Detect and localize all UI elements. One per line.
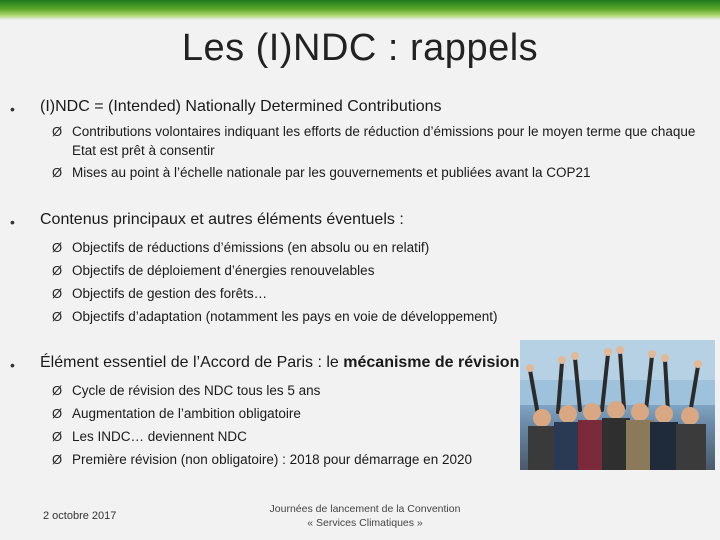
arrow-bullet-icon: Ø: [52, 124, 63, 139]
sub-list: [0, 236, 720, 328]
bullet-text-plain: Contenus principaux et autres éléments éventuels :: [40, 211, 404, 228]
sub-item-text: Première révision (non obligatoire) : 2018 pour démarrage en 2020: [72, 452, 472, 467]
sub-item: [0, 305, 720, 328]
sub-item-text: Objectifs de déploiement d’énergies renouvelables: [72, 263, 375, 278]
arrow-bullet-icon: Ø: [52, 309, 63, 324]
arrow-bullet-icon: Ø: [52, 383, 63, 398]
sub-item: [0, 122, 720, 160]
sub-list: [0, 122, 720, 182]
bullet-section-1: [0, 98, 720, 182]
sub-item-text: Objectifs de réductions d’émissions (en absolu ou en relatif): [72, 240, 430, 255]
sub-item-text: Augmentation de l’ambition obligatoire: [72, 406, 301, 421]
bullet-text: [40, 354, 519, 372]
bullet-text-plain: (I)NDC = (Intended) Nationally Determined Contributions: [40, 98, 442, 115]
sub-item-text: Contributions volontaires indiquant les efforts de réduction d’émissions pour le moyen terme que chaque Etat est prêt à consentir: [72, 124, 696, 158]
bullet-text: [40, 98, 442, 116]
bullet-row: [0, 98, 720, 122]
bullet-dot-icon: •: [10, 357, 15, 373]
bullet-dot-icon: •: [10, 101, 15, 117]
cop21-celebration-photo: [520, 340, 715, 470]
arrow-bullet-icon: Ø: [52, 165, 63, 180]
sub-item-text: Les INDC… deviennent NDC: [72, 429, 247, 444]
footer-date: 2 octobre 2017: [43, 510, 117, 522]
bullet-text-plain: Élément essentiel de l’Accord de Paris : le: [40, 354, 344, 371]
sub-item-text: Objectifs d’adaptation (notamment les pays en voie de développement): [72, 309, 498, 324]
bullet-dot-icon: •: [10, 214, 15, 230]
bullet-row: [0, 211, 720, 235]
sub-item: [0, 282, 720, 305]
bullet-section-2: [0, 211, 720, 328]
arrow-bullet-icon: Ø: [52, 263, 63, 278]
footer-event-line2: « Services Climatiques »: [307, 517, 423, 529]
sub-item-text: Objectifs de gestion des forêts…: [72, 286, 268, 301]
arrow-bullet-icon: Ø: [52, 240, 63, 255]
photo-illustration: [520, 340, 715, 470]
arrow-bullet-icon: Ø: [52, 452, 63, 467]
footer-event-line1: Journées de lancement de la Convention: [269, 503, 461, 515]
sub-item-text: Cycle de révision des NDC tous les 5 ans: [72, 383, 321, 398]
bullet-text: [40, 211, 404, 229]
sub-item: [0, 236, 720, 259]
footer-event: [220, 502, 510, 530]
header-accent-bar: [0, 0, 720, 20]
sub-item: [0, 259, 720, 282]
sub-item-text: Mises au point à l’échelle nationale par les gouvernements et publiées avant la COP21: [72, 165, 591, 180]
arrow-bullet-icon: Ø: [52, 286, 63, 301]
arrow-bullet-icon: Ø: [52, 406, 63, 421]
arrow-bullet-icon: Ø: [52, 429, 63, 444]
slide-title: Les (I)NDC : rappels: [181, 27, 539, 69]
bullet-text-bold: mécanisme de révision: [343, 354, 520, 371]
sub-item: [0, 163, 720, 182]
